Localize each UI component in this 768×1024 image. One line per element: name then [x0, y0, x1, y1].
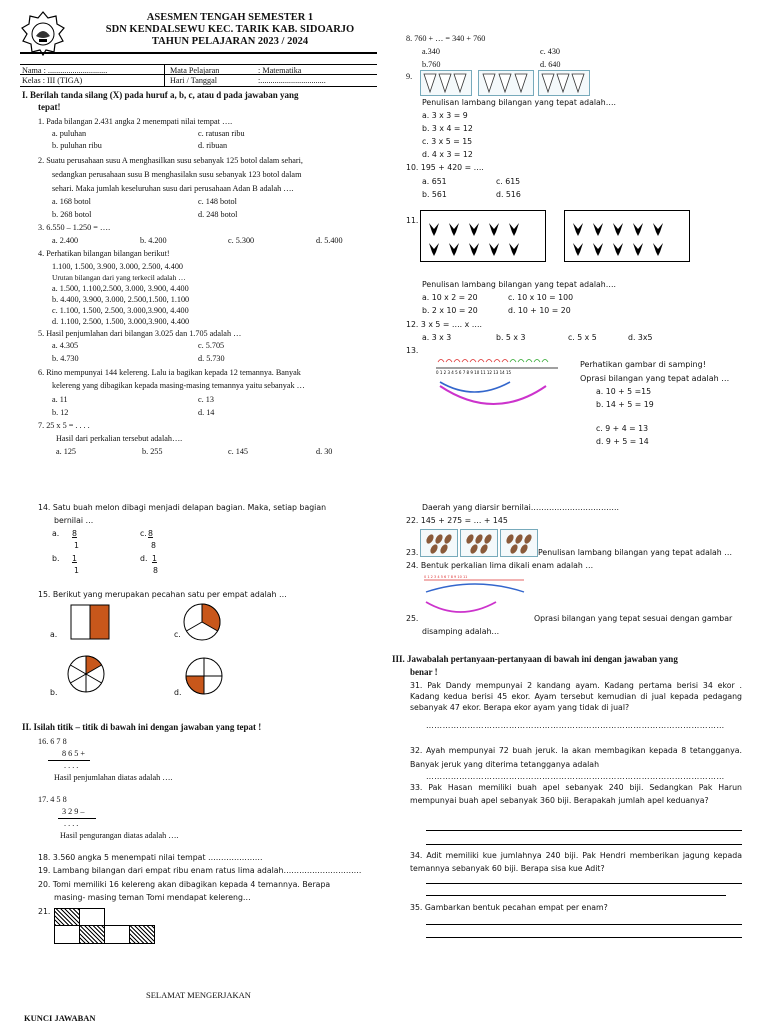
q32-answer-line: ………………………………………………………………………………………………	[426, 772, 725, 781]
grid-cell-1	[79, 908, 105, 926]
q15-option-b: b.	[50, 688, 58, 697]
q10-option-d: d. 516	[496, 190, 521, 199]
q14-b-numerator: 1	[72, 554, 77, 563]
circle-quarters	[184, 656, 224, 696]
q10-option-b: b. 561	[422, 190, 447, 199]
section-3-title: III. Jawabalah pertanyaan-pertanyaan di bawah ini dengan jawaban yang	[392, 654, 678, 664]
q23-question: Penulisan lambang bilangan yang tepat adalah …	[538, 548, 733, 557]
q4-question: Urutan bilangan dari yang terkecil adalah …	[52, 273, 186, 282]
header-line-1: ASESMEN TENGAH SEMESTER 1	[146, 12, 314, 23]
q21: 21.	[38, 907, 51, 916]
q25: 25.	[406, 614, 419, 623]
q14-d-numerator: 1	[152, 554, 157, 563]
q12-option-b: b. 5 x 3	[496, 333, 526, 342]
q14-option-d: d.	[140, 554, 148, 563]
q21-continuation: Daerah yang diarsir bernilai…………………………….	[422, 503, 620, 512]
q4-option-b: b. 4.400, 3.900, 3.000, 2.500,1.500, 1.100	[52, 295, 190, 304]
q14-b-denominator: 1	[74, 566, 79, 575]
q14-option-c: c.	[140, 529, 147, 538]
q11-option-d: d. 10 + 10 = 20	[508, 306, 571, 315]
q12-option-a: a. 3 x 3	[422, 333, 452, 342]
q1-option-c: c. ratusan ribu	[198, 129, 245, 138]
q3-option-b: b. 4.200	[140, 236, 167, 245]
q17-line-3: . . . .	[64, 819, 79, 828]
q31-answer-line: ………………………………………………………………………………………………	[426, 721, 725, 730]
q9-option-d: d. 4 x 3 = 12	[422, 150, 473, 159]
q2-option-b: b. 268 botol	[52, 210, 92, 219]
q17-question: Hasil pengurangan diatas adalah ….	[60, 831, 179, 840]
q4-option-d: d. 1.100, 2.500, 1.500, 3.000,3.900, 4.400	[52, 317, 190, 326]
grid-cell-shaded-3	[129, 925, 155, 944]
q1: 1. Pada bilangan 2.431 angka 2 menempati nilai tempat ….	[38, 117, 233, 126]
q14-line-2: bernilai …	[54, 516, 94, 525]
mapel-value: : Matematika	[258, 66, 302, 75]
q5-option-b: b. 4.730	[52, 354, 79, 363]
seed-group-3	[500, 529, 538, 557]
header-line-2: SDN KENDALSEWU KEC. TARIK KAB. SIDOARJO	[105, 24, 355, 35]
q14-c-numerator: 8	[148, 529, 153, 538]
q7: 7. 25 x 5 = . . . .	[38, 421, 90, 430]
q2-option-a: a. 168 botol	[52, 197, 91, 206]
q12-option-c: c. 5 x 5	[568, 333, 597, 342]
ice-cream-group-3	[538, 70, 590, 96]
q22: 22. 145 + 275 = … + 145	[406, 516, 508, 525]
q9: 9.	[406, 72, 413, 81]
closing-text: SELAMAT MENGERJAKAN	[146, 990, 251, 1000]
q14-option-b: b.	[52, 554, 60, 563]
q7-option-a: a. 125	[56, 447, 77, 456]
number-line-diagram-25	[420, 572, 530, 624]
circle-thirds	[182, 602, 222, 642]
q11-option-b: b. 2 x 10 = 20	[422, 306, 478, 315]
number-line-diagram-13	[434, 352, 572, 422]
q5: 5. Hasil penjumlahan dari bilangan 3.025 dan 1.705 adalah …	[38, 329, 242, 338]
q6-option-b: b. 12	[52, 408, 69, 417]
q6-option-c: c. 13	[198, 395, 214, 404]
q13-option-b: b. 14 + 5 = 19	[596, 400, 654, 409]
q19: 19. Lambang bilangan dari empat ribu enam ratus lima adalah…………………………	[38, 866, 362, 875]
q3-option-d: d. 5.400	[316, 236, 343, 245]
grid-cell-shaded-2	[79, 925, 105, 944]
q14-c-denominator: 8	[151, 541, 156, 550]
svg-text:0 1 2 3 4 5 6 7 8 9 10 11 12 1: 0 1 2 3 4 5 6 7 8 9 10 11 12 13 14 15	[436, 370, 512, 375]
bird-group-1	[420, 210, 546, 262]
q7-option-b: b. 255	[142, 447, 163, 456]
q6-option-a: a. 11	[52, 395, 68, 404]
nama-field: Nama : .............................	[22, 66, 108, 75]
kelas-field: Kelas : III (TIGA)	[22, 76, 83, 85]
q5-option-c: c. 5.705	[198, 341, 225, 350]
q13-text-2: Oprasi bilangan yang tepat adalah …	[580, 374, 730, 383]
q2-line-1: 2. Suatu perusahaan susu A menghasilkan susu sebanyak 125 botol dalam sehari,	[38, 156, 303, 165]
q8-option-c: c. 430	[540, 47, 561, 56]
q8-option-d: d. 640	[540, 60, 561, 69]
q13-option-a: a. 10 + 5 =15	[596, 387, 652, 396]
q2-option-c: c. 148 botol	[198, 197, 237, 206]
q15: 15. Berikut yang merupakan pecahan satu per empat adalah …	[38, 590, 287, 599]
q2-option-d: d. 248 botol	[198, 210, 238, 219]
q5-option-a: a. 4.305	[52, 341, 79, 350]
q25-question: Oprasi bilangan yang tepat sesuai dengan gambar	[534, 614, 733, 623]
q2-line-2: sedangkan perusahaan susu B menghasilakn susu sebanyak 123 botol dalam	[52, 170, 302, 179]
seed-group-1	[420, 529, 458, 557]
q2-line-3: sehari. Maka jumlah keseluruhan susu dari perusahaan Adan B adalah ….	[52, 184, 294, 193]
school-logo	[20, 10, 66, 56]
grid-cell-3	[104, 925, 130, 944]
q8: 8. 760 + … = 340 + 760	[406, 34, 486, 43]
q1-option-b: b. puluhan ribu	[52, 141, 102, 150]
q12-option-d: d. 3x5	[628, 333, 653, 342]
q9-question: Penulisan lambang bilangan yang tepat adalah….	[422, 98, 617, 107]
q32: 32. Ayah mempunyai 72 buah jeruk. Ia akan membagikan kepada 8 tetangganya. Banyak jeruk yang diterima tetangganya adalah	[410, 746, 742, 769]
q16-line-1: 16. 6 7 8	[38, 737, 67, 746]
q8-option-b: b.760	[422, 60, 441, 69]
q11-option-c: c. 10 x 10 = 100	[508, 293, 574, 302]
q10-option-a: a. 651	[422, 177, 447, 186]
q11-question: Penulisan lambang bilangan yang tepat adalah….	[422, 280, 617, 289]
q13-option-d: d. 9 + 5 = 14	[596, 437, 649, 446]
q13-option-c: c. 9 + 4 = 13	[596, 424, 649, 433]
bird-group-2	[564, 210, 690, 262]
q14-d-denominator: 8	[153, 566, 158, 575]
q13: 13.	[406, 346, 419, 355]
q7-option-d: d. 30	[316, 447, 333, 456]
q1-option-d: d. ribuan	[198, 141, 228, 150]
circle-sixths	[66, 654, 106, 694]
q16-line-3: . . . .	[64, 761, 79, 770]
q10-option-c: c. 615	[496, 177, 521, 186]
q18: 18. 3.560 angka 5 menempati nilai tempat …………………	[38, 853, 263, 862]
q15-option-a: a.	[50, 630, 58, 639]
mapel-label: Mata Pelajaran	[170, 66, 220, 75]
q4-list: 1.100, 1.500, 3.900, 3.000, 2.500, 4.400	[52, 262, 183, 271]
q25-question-2: disamping adalah…	[422, 627, 500, 636]
q15-option-c: c.	[174, 630, 181, 639]
q6-line-1: 6. Rino mempunyai 144 kelereng. Lalu ia bagikan kepada 12 temannya. Banyak	[38, 368, 301, 377]
q24: 24. Bentuk perkalian lima dikali enam adalah …	[406, 561, 594, 570]
q14-line-1: 14. Satu buah melon dibagi menjadi delapan bagian. Maka, setiap bagian	[38, 503, 327, 512]
q1-option-a: a. puluhan	[52, 129, 87, 138]
q9-option-b: b. 3 x 4 = 12	[422, 124, 473, 133]
ice-cream-group-2	[478, 70, 534, 96]
grid-cell-2	[54, 925, 80, 944]
q3-option-c: c. 5.300	[228, 236, 255, 245]
q31: 31. Pak Dandy mempunyai 2 kandang ayam. Kadang pertama berisi 34 ekor . Kadang kedua berisi 45 ekor. Ayam tersebut kemudian di jual kepada pedagang sebanyak 47 ekor. Berapa ekor ayam yang tidak di jual?	[410, 681, 742, 713]
q34: 34. Adit memiliki kue jumlahnya 240 biji. Pak Hendri memberikan jagung kepada temannya sebanyak 60 biji. Berapa sisa kue Adit?	[410, 851, 742, 873]
q16-line-2: 8 6 5 +	[62, 749, 86, 758]
hari-label: Hari / Tanggal	[170, 76, 218, 85]
q16-question: Hasil penjumlahan diatas adalah ….	[54, 773, 173, 782]
header-line-3: TAHUN PELAJARAN 2023 / 2024	[151, 36, 309, 47]
section-2-title: II. Isilah titik – titik di bawah ini dengan jawaban yang tepat !	[22, 722, 262, 732]
section-1-title: I. Berilah tanda silang (X) pada huruf a, b, c, atau d pada jawaban yang	[22, 90, 299, 100]
q14-a-denominator: 1	[74, 541, 79, 550]
svg-text:0 1 2 3 4 5 6 7 8 9 10 11: 0 1 2 3 4 5 6 7 8 9 10 11	[424, 575, 468, 579]
q4: 4. Perhatikan bilangan bilangan berikut!	[38, 249, 170, 258]
q17-line-1: 17. 4 5 8	[38, 795, 67, 804]
q15-option-d: d.	[174, 688, 182, 697]
q7-option-c: c. 145	[228, 447, 249, 456]
ice-cream-group-1	[420, 70, 472, 96]
q6-line-2: kelereng yang dibagikan kepada masing-masing temannya yaitu sebanyak …	[52, 381, 305, 390]
q3: 3. 6.550 – 1.250 = ….	[38, 223, 111, 232]
q11-option-a: a. 10 x 2 = 20	[422, 293, 478, 302]
q3-option-a: a. 2.400	[52, 236, 79, 245]
q6-option-d: d. 14	[198, 408, 215, 417]
q4-option-c: c. 1.100, 1.500, 2.500, 3.000,3.900, 4.400	[52, 306, 189, 315]
q20-line-2: masing- masing teman Tomi mendapat kelereng…	[54, 893, 251, 902]
q10: 10. 195 + 420 = ….	[406, 163, 484, 172]
q17-line-2: 3 2 9 –	[62, 807, 85, 816]
q12: 12. 3 x 5 = …. x ….	[406, 320, 482, 329]
q20-line-1: 20. Tomi memiliki 16 kelereng akan dibagikan kepada 4 temannya. Berapa	[38, 880, 331, 889]
q13-text-1: Perhatikan gambar di samping!	[580, 360, 706, 369]
q35: 35. Gambarkan bentuk pecahan empat per enam?	[410, 903, 608, 912]
q8-option-a: a.340	[422, 47, 440, 56]
q5-option-d: d. 5.730	[198, 354, 225, 363]
square-half-shaded	[70, 604, 110, 640]
q14-a-numerator: 8	[72, 529, 77, 538]
seed-group-2	[460, 529, 498, 557]
q11: 11.	[406, 216, 419, 225]
q4-option-a: a. 1.500, 1.100,2.500, 3.000, 3.900, 4.400	[52, 284, 189, 293]
section-1-title-2: tepat!	[38, 102, 61, 112]
q9-option-a: a. 3 x 3 = 9	[422, 111, 468, 120]
hari-value: :................................	[258, 76, 326, 85]
grid-cell-shaded-1	[54, 908, 80, 926]
answer-key-heading: KUNCI JAWABAN	[24, 1013, 96, 1023]
q23: 23.	[406, 548, 419, 557]
q14-option-a: a.	[52, 529, 60, 538]
q7-question: Hasil dari perkalian tersebut adalah….	[56, 434, 183, 443]
q33: 33. Pak Hasan memiliki buah apel sebanyak 240 biji. Sedangkan Pak Harun mempunyai buah apel sebanyak 360 biji. Berapakah jumlah apel keduanya?	[410, 783, 742, 805]
section-3-title-2: benar !	[410, 667, 438, 677]
q9-option-c: c. 3 x 5 = 15	[422, 137, 473, 146]
